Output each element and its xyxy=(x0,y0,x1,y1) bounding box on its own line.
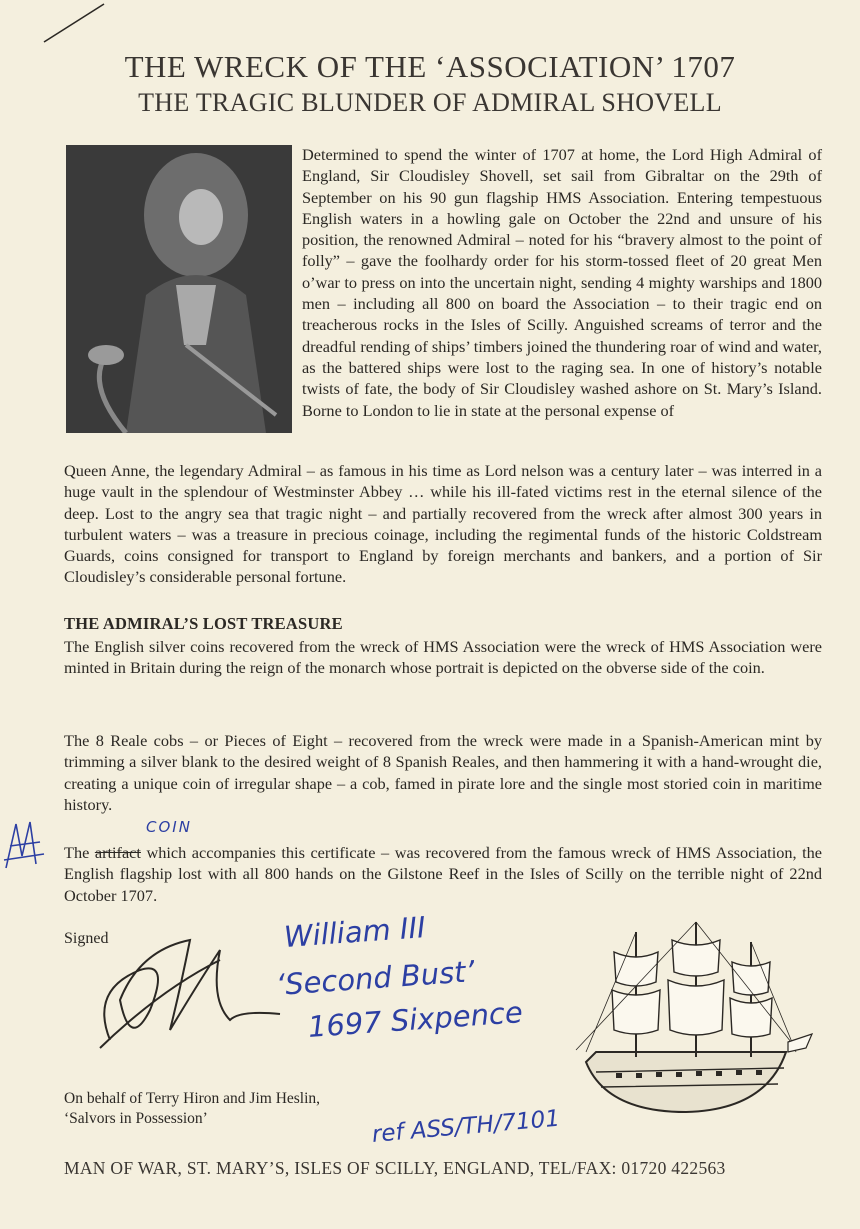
handwritten-monarch: William III xyxy=(282,910,427,954)
sailing-ship-illustration xyxy=(556,912,816,1122)
statement-lead: The xyxy=(64,843,95,862)
certificate-statement xyxy=(64,842,822,906)
struck-word: artifact xyxy=(94,843,141,862)
page-title: THE WRECK OF THE ‘ASSOCIATION’ 1707 xyxy=(124,49,736,84)
reale-cobs-paragraph: The 8 Reale cobs – or Pieces of Eight – recovered from the wreck were made in a Spanish-American mint by trimming a silver blank to the desired weight of 8 Spanish Reales, and then hammering it with a hand-wrought die, creating a unique coin of irregular shape – a cob, famed in pirate lore and the single most storied coin in maritime history. xyxy=(64,731,822,814)
statement-rest: which accompanies this certificate – was recovered from the famous wreck of HMS Association, the English flagship lost with all 800 hands on the Gilstone Reef in the Isles of Scilly on the terrible night of 22nd October 1707. xyxy=(64,843,822,905)
signature-scribble xyxy=(80,930,290,1060)
handwritten-bust: ‘Second Bust’ xyxy=(274,954,476,1002)
behalf-line: On behalf of Terry Hiron and Jim Heslin, xyxy=(64,1090,321,1107)
admiral-portrait-image xyxy=(66,145,292,433)
intro-paragraph-lower: Queen Anne, the legendary Admiral – as famous in his time as Lord nelson was a century later – was interred in a huge vault in the splendour of Westminster Abbey … while his ill-fated victims rest in the eternal silence of the deep. Lost to the angry sea that tragic night – and partially recovered from the wreck after almost 300 years in turbulent waters – was a treasure in precious coinage, including the regimental funds of the historic Coldstream Guards, coins consigned for transport to England by foreign merchants and bankers, and a portion of Sir Cloudisley’s considerable personal fortune. xyxy=(64,461,822,587)
page-subtitle: THE TRAGIC BLUNDER OF ADMIRAL SHOVELL xyxy=(138,88,722,117)
handwritten-correction: COIN xyxy=(146,818,192,836)
silver-coins-paragraph: The English silver coins recovered from the wreck of HMS Association were the wreck of HMS Association were minted in Britain during the reign of the monarch whose portrait is depicted on the obverse side of the coin. xyxy=(64,637,822,678)
intro-paragraph-upper: Determined to spend the winter of 1707 at home, the Lord High Admiral of England, Sir Cloudisley Shovell, set sail from Gibraltar on the 29th of September on his 90 gun flagship HMS Association. Entering tempestuous English waters in a howling gale on October the 22nd and unsure of his position, the renowned Admiral – noted for his “bravery almost to the point of folly” – gave the foolhardy order for his storm-tossed fleet of 20 great Men o’war to press on into the uncertain night, sending 4 mighty warships and 1800 men – including all 800 on board the Association – to their tragic end on treacherous rocks in the Isles of Scilly. Anguished screams of terror and the dreadful rending of ships’ timbers joined the thundering roar of wind and water, as the battered ships were lost to the raging sea. In one of history’s notable twists of fate, the body of Sir Cloudisley washed ashore on St. Mary’s Island. Borne to London to lie in state at the personal expense of xyxy=(302,145,822,420)
footer-address: MAN OF WAR, ST. MARY’S, ISLES OF SCILLY, ENGLAND, TEL/FAX: 01720 422563 xyxy=(64,1158,726,1178)
margin-initials-mark xyxy=(0,816,50,876)
handwritten-reference: ref ASS/TH/7101 xyxy=(370,1105,561,1148)
salvors-line: ‘Salvors in Possession’ xyxy=(64,1110,208,1127)
pen-stroke-mark xyxy=(40,0,110,45)
handwritten-denomination: 1697 Sixpence xyxy=(306,995,524,1044)
signed-label: Signed xyxy=(64,930,109,947)
section-heading: THE ADMIRAL’S LOST TREASURE xyxy=(64,614,343,633)
